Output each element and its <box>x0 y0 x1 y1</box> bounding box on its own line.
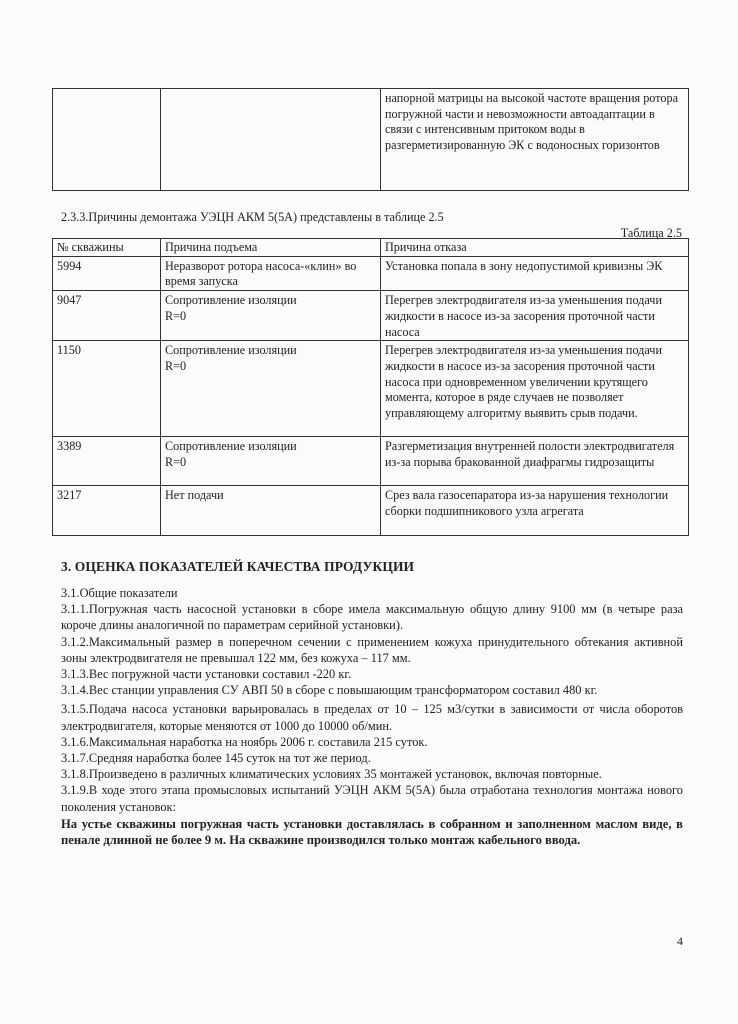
failure-reason-cell: Разгерметизация внутренней полости электродвигателя из-за порыва бракованной диафрагмы гидрозащиты <box>381 437 689 486</box>
page-number: 4 <box>677 934 683 948</box>
paragraph: 3.1.4.Вес станции управления СУ АВП 50 в сборе с повышающим трансформатором составил 480 кг. <box>61 683 598 698</box>
section-title: 3. ОЦЕНКА ПОКАЗАТЕЛЕЙ КАЧЕСТВА ПРОДУКЦИИ <box>61 559 415 574</box>
paragraph: 3.1.Общие показатели <box>61 586 178 600</box>
paragraph: 3.1.2.Максимальный размер в поперечном сечении с применением кожуха принудительного обтекания активной зоны электродвигателя не превышал 122 мм, без кожуха – 117 мм. <box>61 634 683 665</box>
failure-reasons-table <box>52 238 689 536</box>
bold-paragraph: На устье скважины погружная часть установки доставлялась в собранном и заполненном маслом виде, в пенале длинной не более 9 м. На скважине производился только монтаж кабельного ввода. <box>61 816 683 848</box>
failure-reason-cell: Срез вала газосепаратора из-за нарушения технологии сборки подшипникового узла агрегата <box>381 486 689 536</box>
failure-reason-cell: Перегрев электродвигателя из-за уменьшения подачи жидкости в насосе из-за засорения проточной части насоса <box>381 291 689 341</box>
lift-reason-cell: Сопротивление изоляции R=0 <box>161 341 381 437</box>
paragraph: 3.1.3.Вес погружной части установки составил -220 кг. <box>61 667 352 682</box>
paragraph: 3.1.6.Максимальная наработка на ноябрь 2006 г. составила 215 суток. <box>61 734 428 749</box>
continued-table <box>52 88 689 191</box>
table-row <box>53 341 689 437</box>
section-body <box>61 585 683 849</box>
paragraph: 3.1.8.Произведено в различных климатических условиях 35 монтажей установок, включая повторные. <box>61 767 602 782</box>
paragraph: 3.1.5.Подача насоса установки варьировалась в пределах от 10 – 125 м3/сутки в зависимости от числа оборотов электродвигателя, которые меняются от 1000 до 10000 об/мин. <box>61 702 683 733</box>
column-header-failure: Причина отказа <box>381 239 689 257</box>
table-row <box>53 291 689 341</box>
well-number-cell: 3217 <box>53 486 161 536</box>
paragraph: 3.1.7.Средняя наработка более 145 суток на тот же период. <box>61 751 371 766</box>
well-number-cell: 9047 <box>53 291 161 341</box>
lift-reason-cell: Сопротивление изоляции R=0 <box>161 291 381 341</box>
table-header-row <box>53 239 689 257</box>
table-cell: напорной матрицы на высокой частоте вращения ротора погружной части и невозможности автоадаптации в связи с интенсивным притоком воды в разгерметизированную ЭК с водоносных горизонтов <box>381 89 689 191</box>
lift-reason-cell: Нет подачи <box>161 486 381 536</box>
table-row <box>53 256 689 290</box>
failure-reason-cell: Установка попала в зону недопустимой кривизны ЭК <box>381 256 689 290</box>
failure-reason-cell: Перегрев электродвигателя из-за уменьшения подачи жидкости в насосе из-за засорения проточной части насоса при одновременном увеличении крутящего момента, которое в ряде случаев не позволяет управляющему алгоритму выявить срыв подачи. <box>381 341 689 437</box>
table-row <box>53 486 689 536</box>
table-caption: Таблица 2.5 <box>620 226 682 240</box>
paragraph: 3.1.1.Погружная часть насосной установки в сборе имела максимальную общую длину 9100 мм (в четыре раза короче длины аналогичной по параметрам серийной установки). <box>61 602 683 633</box>
column-header-well: № скважины <box>53 239 161 257</box>
intro-text: 2.3.3.Причины демонтажа УЭЦН АКМ 5(5А) представлены в таблице 2.5 <box>61 210 444 224</box>
table-cell <box>53 89 161 191</box>
well-number-cell: 5994 <box>53 256 161 290</box>
lift-reason-cell: Сопротивление изоляции R=0 <box>161 437 381 486</box>
table-cell <box>161 89 381 191</box>
table-row <box>53 437 689 486</box>
table-row <box>53 89 689 191</box>
well-number-cell: 1150 <box>53 341 161 437</box>
well-number-cell: 3389 <box>53 437 161 486</box>
lift-reason-cell: Неразворот ротора насоса-«клин» во время запуска <box>161 256 381 290</box>
column-header-reason: Причина подъема <box>161 239 381 257</box>
paragraph: 3.1.9.В ходе этого этапа промысловых испытаний УЭЦН АКМ 5(5А) была отработана технология монтажа нового поколения установок: <box>61 783 683 814</box>
